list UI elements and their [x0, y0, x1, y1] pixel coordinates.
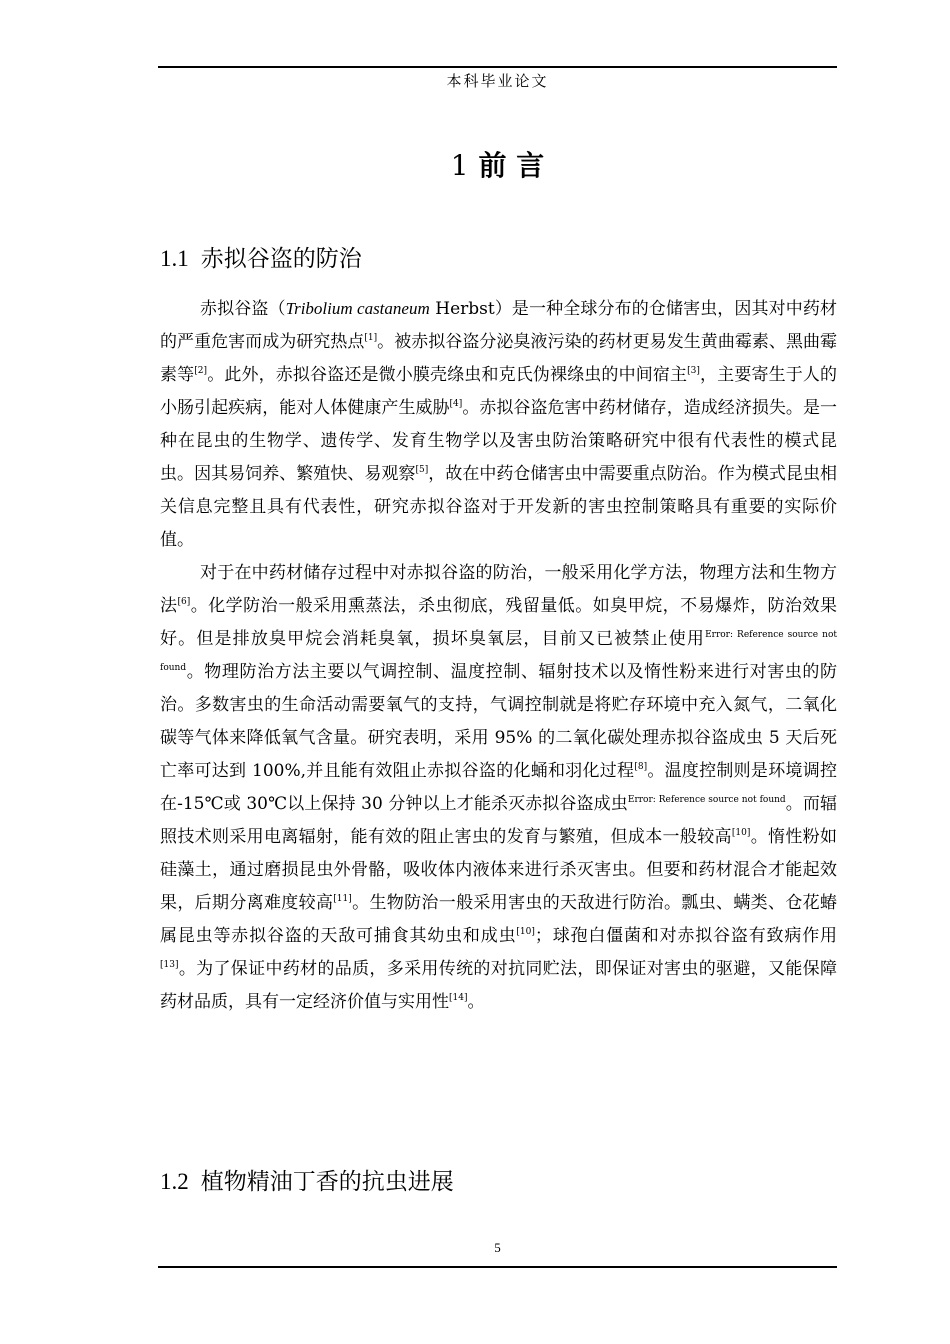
citation: [11]: [333, 894, 352, 904]
paragraph-1: [160, 292, 837, 557]
text-run: 赤拟谷盗（: [200, 299, 286, 319]
text-run: ，主要寄生于人的小肠引起疾病，能对人体健康产生威胁: [160, 365, 838, 418]
text-run: 。此外，赤拟谷盗还是微小膜壳绦虫和克氏伪裸绦虫的中间宿主: [207, 365, 688, 385]
text-run: Herbst）是一种全球分布的仓储害虫，因其对中药材的严重危害而成为研究热点: [160, 299, 837, 352]
paragraph-2: [160, 557, 837, 1019]
section-heading-1-1: [160, 240, 362, 273]
text-run: 对于在中药材储存过程中对赤拟谷盗的防治，一般采用化学方法，物理方法和生物方法: [160, 563, 837, 616]
text-run: 。生物防治一般采用害虫的天敌进行防治。瓢虫、螨类、仓花蝽属昆虫等赤拟谷盗的天敌可捕食其幼虫和成虫: [160, 893, 838, 946]
section-number: 1.1: [160, 246, 189, 271]
text-run: 。温度控制则是环境调控在-15℃或 30℃以上保持 30 分钟以上才能杀灭赤拟谷盗成虫: [160, 761, 837, 814]
text-run: 。化学防治一般采用熏蒸法，杀虫彻底，残留量低。如臭甲烷，不易爆炸，防治效果好。但是排放臭甲烷会消耗臭氧，损坏臭氧层，目前又已被禁止使用: [160, 596, 838, 649]
section-1-1-body: [160, 292, 837, 1019]
citation: [5]: [415, 465, 429, 475]
running-header: 本科毕业论文: [446, 72, 549, 90]
text-run: 。物理防治方法主要以气调控制、温度控制、辐射技术以及惰性粉来进行对害虫的防治。多数害虫的生命活动需要氧气的支持，气调控制就是将贮存环境中充入氮气，二氧化碳等气体来降低氧气含量。研究表明，采用 95% 的二氧化碳处理赤拟谷盗成虫 5 天后死亡率可达到 100%,并且能有效阻止赤拟谷盗的化蛹和羽化过程: [160, 662, 837, 781]
species-name: Tribolium castaneum: [285, 299, 430, 318]
section-title: 植物精油丁香的抗虫进展: [200, 1169, 454, 1195]
footer-rule: [158, 1266, 837, 1268]
section-number: 1.2: [160, 1169, 189, 1194]
text-run: ，故在中药仓储害虫中需要重点防治。作为模式昆虫相关信息完整且具有代表性，研究赤拟谷盗对于开发新的害虫控制策略具有重要的实际价值。: [160, 464, 838, 550]
text-run: ；球孢白僵菌和对赤拟谷盗有致病作用: [534, 926, 838, 946]
chapter-title: [158, 144, 837, 184]
text-run: 。而辐照技术则采用电离辐射，能有效的阻止害虫的发育与繁殖，但成本一般较高: [160, 794, 838, 847]
citation: [1]: [364, 333, 378, 343]
citation: [14]: [449, 993, 468, 1003]
chapter-number: 1: [450, 149, 469, 182]
reference-error: Error: Reference source not found: [627, 795, 786, 805]
citation: [13]: [160, 960, 179, 970]
citation: [8]: [634, 762, 648, 772]
citation: [6]: [177, 597, 191, 607]
citation: [10]: [516, 927, 535, 937]
citation: [2]: [194, 366, 208, 376]
text-run: 。惰性粉如硅藻土，通过磨损昆虫外骨骼，吸收体内液体来进行杀灭害虫。但要和药材混合才能起效果，后期分离难度较高: [160, 827, 838, 913]
chapter-title-text: 前 言: [478, 149, 545, 182]
text-run: 。: [467, 992, 485, 1012]
text-run: 。被赤拟谷盗分泌臭液污染的药材更易发生黄曲霉素、黑曲霉素等: [160, 332, 838, 385]
text-run: 。赤拟谷盗危害中药材储存，造成经济损失。是一种在昆虫的生物学、遗传学、发育生物学以及害虫防治策略研究中很有代表性的模式昆虫。因其易饲养、繁殖快、易观察: [160, 398, 838, 484]
citation: [4]: [449, 399, 463, 409]
page-number: 5: [494, 1240, 501, 1255]
citation: [3]: [687, 366, 700, 376]
section-title: 赤拟谷盗的防治: [200, 246, 362, 272]
section-heading-1-2: [160, 1163, 454, 1196]
header-rule: [158, 66, 837, 68]
reference-error: Error: Reference source not found: [160, 630, 837, 673]
text-run: 。为了保证中药材的品质，多采用传统的对抗同贮法，即保证对害虫的驱避，又能保障药材品质，具有一定经济价值与实用性: [160, 959, 837, 1012]
citation: [10]: [731, 828, 751, 838]
